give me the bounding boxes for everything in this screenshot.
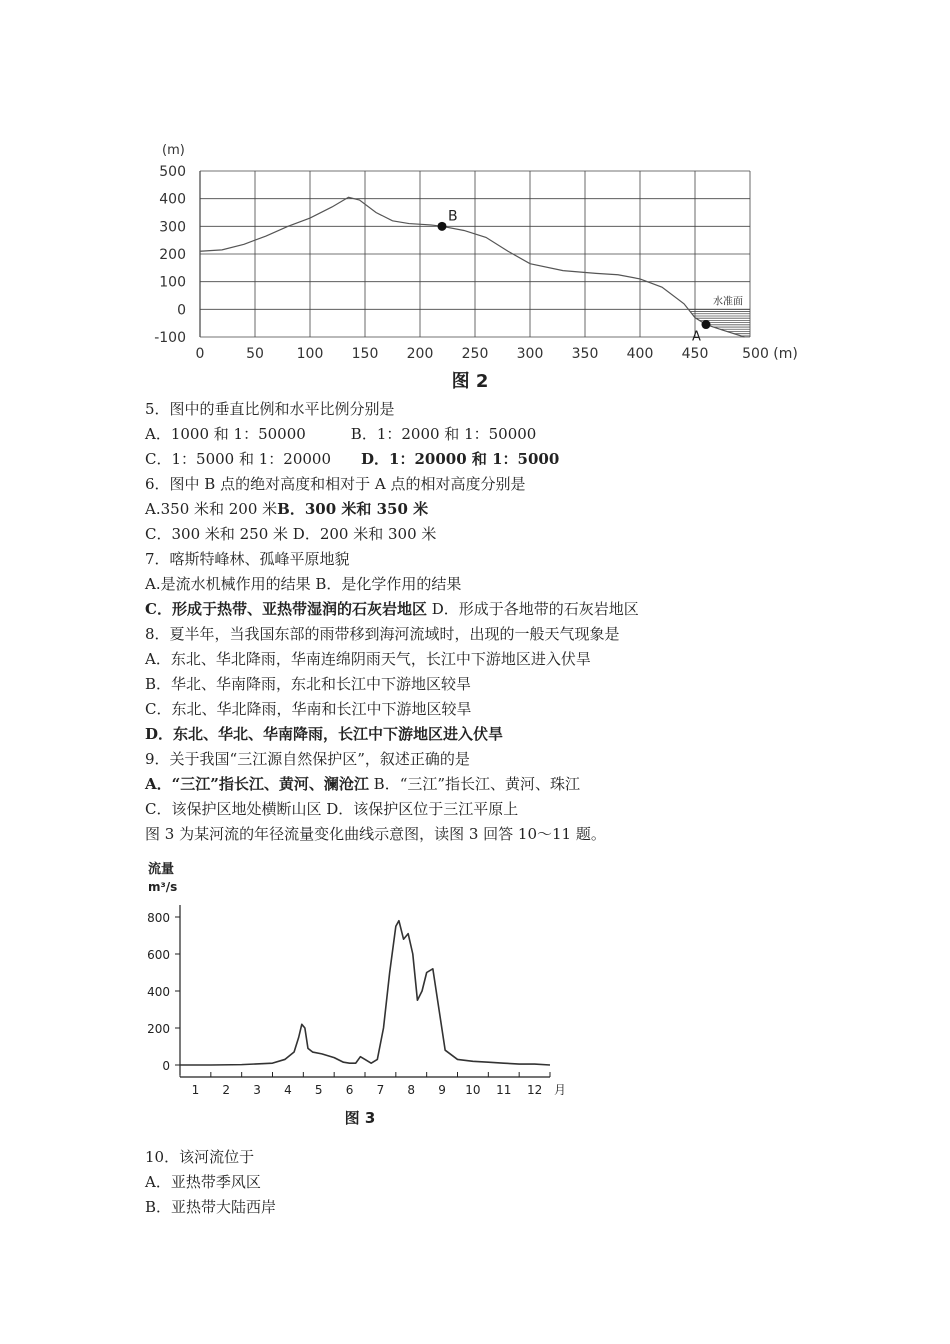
question-line-q5ab	[145, 422, 865, 447]
question-text: A．东北、华北降雨，华南连绵阴雨天气，长江中下游地区进入伏旱	[145, 650, 591, 668]
question-line-q6ab	[145, 497, 865, 522]
profile-line	[200, 197, 745, 337]
x-tick-label: 400	[626, 346, 654, 362]
x-tick-label: 2	[222, 1083, 231, 1097]
question-line-q9cd	[145, 797, 865, 822]
question-text: B．“三江”指长江、黄河、珠江	[368, 775, 581, 793]
question-text: B．华北、华南降雨，东北和长江中下游地区较旱	[145, 675, 472, 693]
question-text: C．形成于热带、亚热带湿润的石灰岩地区	[145, 600, 427, 618]
question-line-q7ab	[145, 572, 865, 597]
figure-2-caption: 图 2	[451, 371, 489, 392]
x-tick-label: 1	[191, 1083, 200, 1097]
question-text: D．东北、华北、华南降雨，长江中下游地区进入伏旱	[145, 725, 504, 743]
x-tick-label: 150	[351, 346, 379, 362]
y-unit-label: (m)	[162, 143, 185, 158]
x-tick-label: 8	[407, 1083, 416, 1097]
question-line-q8c	[145, 697, 865, 722]
question-text: C．该保护区地处横断山区 D．该保护区位于三江平原上	[145, 800, 519, 818]
point-b-label: B	[448, 208, 458, 225]
y-axis-label: 流量	[148, 862, 175, 877]
runoff-curve	[180, 921, 550, 1065]
question-text: 7．喀斯特峰林、孤峰平原地貌	[145, 550, 350, 568]
question-text: 5．图中的垂直比例和水平比例分别是	[145, 400, 395, 418]
grid	[200, 171, 750, 337]
x-tick-label: 300	[516, 346, 544, 362]
x-tick-label: 0	[195, 346, 205, 362]
x-tick-label: 200	[406, 346, 434, 362]
y-tick-label: 800	[147, 911, 170, 925]
question-text: C．东北、华北降雨，华南和长江中下游地区较旱	[145, 700, 472, 718]
y-tick-label: 100	[159, 274, 186, 291]
question-line-q8	[145, 622, 865, 647]
question-10-stem: 10．该河流位于	[145, 1148, 255, 1166]
question-10-option-b: B．亚热带大陆西岸	[145, 1198, 277, 1216]
question-10-option-a: A．亚热带季风区	[145, 1173, 261, 1191]
x-tick-label: 7	[376, 1083, 385, 1097]
y-tick-label: 0	[177, 302, 186, 319]
x-tick-label: 12	[526, 1083, 543, 1097]
question-text: A．“三江”指长江、黄河、澜沧江	[145, 775, 369, 793]
question-line-q9ab	[145, 772, 865, 797]
y-tick-label: -100	[154, 330, 186, 346]
y-tick-label: 400	[159, 191, 186, 208]
x-tick-label: 10	[465, 1083, 481, 1097]
figure-3-chart	[140, 855, 580, 1130]
x-tick-label: 3	[253, 1083, 261, 1097]
question-text: D．形成于各地带的石灰岩地区	[426, 600, 639, 618]
y-axis-unit: m³/s	[148, 880, 178, 894]
question-text: D．1：20000 和 1：5000	[361, 450, 560, 468]
question-line-q8b	[145, 672, 865, 697]
question-line-q8d	[145, 722, 865, 747]
y-tick-label: 600	[147, 948, 170, 962]
x-tick-label: 9	[438, 1083, 446, 1097]
question-text: A．1000 和 1：50000 B．1：2000 和 1：50000	[145, 425, 537, 443]
question-text: A.350 米和 200 米	[145, 500, 278, 518]
figure-3	[140, 855, 580, 1130]
x-tick-label: 11	[496, 1083, 512, 1097]
x-tick-label: 6	[345, 1083, 354, 1097]
point-a-label: A	[692, 329, 701, 345]
question-line-q5	[145, 397, 865, 422]
y-tick-label: 300	[159, 219, 186, 236]
question-line-q6cd	[145, 522, 865, 547]
question-line-q5cd	[145, 447, 865, 472]
question-line-q9	[145, 747, 865, 772]
question-line-q6	[145, 472, 865, 497]
question-line-q8a	[145, 647, 865, 672]
point-b-marker	[438, 222, 447, 231]
question-text: A.是流水机械作用的结果 B．是化学作用的结果	[145, 575, 462, 593]
question-block	[145, 397, 865, 847]
y-tick-label: 0	[162, 1059, 170, 1073]
x-tick-label: 450	[681, 346, 709, 362]
question-text: B．300 米和 350 米	[277, 500, 429, 518]
question-line-q7	[145, 547, 865, 572]
x-tick-label: 250	[461, 346, 489, 362]
question-text: 9．关于我国“三江源自然保护区”，叙述正确的是	[145, 750, 470, 768]
question-text: C．300 米和 250 米 D．200 米和 300 米	[145, 525, 437, 543]
x-tick-label: 500 (m)	[742, 346, 798, 362]
question-10	[145, 1145, 865, 1220]
x-tick-label: 4	[284, 1083, 292, 1097]
question-text: 6．图中 B 点的绝对高度和相对于 A 点的相对高度分别是	[145, 475, 526, 493]
question-text: 图 3 为某河流的年径流量变化曲线示意图，读图 3 回答 10～11 题。	[145, 825, 606, 843]
x-axis-unit: 月	[554, 1083, 567, 1097]
water-level-label: 水准面	[713, 296, 743, 308]
question-line-q7cd	[145, 597, 865, 622]
x-tick-label: 350	[571, 346, 599, 362]
x-tick-label: 100	[296, 346, 324, 362]
x-tick-label: 5	[314, 1083, 323, 1097]
figure-3-caption: 图 3	[344, 1109, 376, 1127]
x-tick-label: 50	[246, 346, 264, 362]
question-line-intro3	[145, 822, 865, 847]
question-text: 8．夏半年，当我国东部的雨带移到海河流域时，出现的一般天气现象是	[145, 625, 620, 643]
y-tick-label: 200	[147, 1022, 170, 1036]
y-tick-label: 400	[147, 985, 170, 999]
y-tick-label: 200	[159, 247, 186, 263]
y-tick-label: 500	[159, 164, 186, 180]
point-a-marker	[702, 320, 711, 329]
figure-2-chart	[140, 130, 820, 395]
figure-2	[140, 130, 820, 395]
question-text: C．1：5000 和 1：20000	[145, 450, 361, 468]
